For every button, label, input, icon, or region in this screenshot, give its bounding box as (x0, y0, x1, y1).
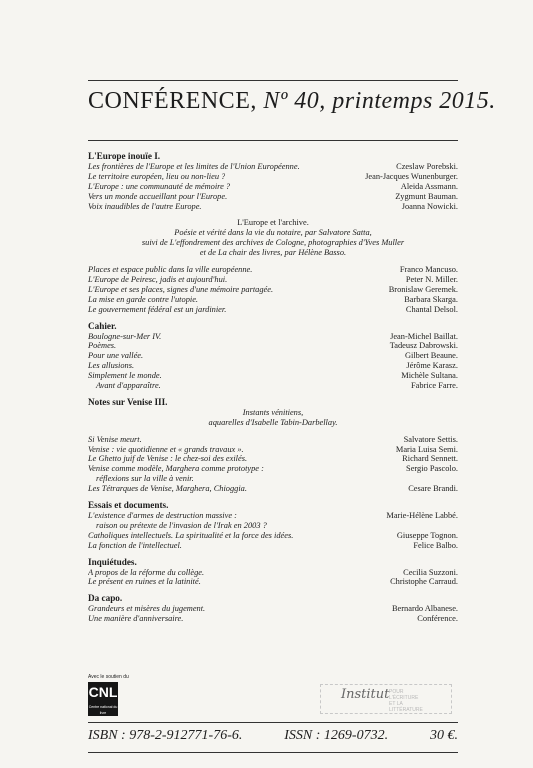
entry-author: Barbara Skarga. (404, 294, 458, 304)
list-item (88, 341, 458, 351)
venise-sub-line: Instants vénitiens, (242, 407, 304, 417)
entry-title: Le Ghetto juif de Venise : le chez-soi des exilés. (88, 454, 248, 464)
archive-line: Poésie et vérité dans la vie du notaire, par Salvatore Satta, (174, 228, 372, 238)
stamp-line: L'ÉCRITURE (389, 695, 419, 701)
footer (88, 728, 458, 744)
list-item (88, 265, 458, 275)
isbn: ISBN : 978-2-912771-76-6. (88, 728, 243, 743)
list-item (88, 511, 458, 521)
masthead (88, 88, 496, 128)
signature: Institut (341, 687, 390, 702)
entry-author: Czeslaw Porebski. (396, 161, 458, 171)
entry-author: Joanna Nowicki. (401, 201, 458, 211)
list-item (88, 305, 458, 315)
entry-author: Gilbert Beaune. (404, 351, 458, 361)
list-item (88, 445, 458, 455)
cnl-subtitle: Centre national du livre (88, 705, 118, 715)
list-item (88, 577, 458, 587)
entry-title: Les frontières de l'Europe et les limites de l'Union Européenne. (88, 161, 300, 171)
section-essais (88, 501, 458, 551)
entry-author: Conférence. (417, 614, 458, 624)
list-item (88, 202, 458, 212)
entry-author: Peter N. Miller. (405, 274, 458, 284)
archive-line: et de La chair des livres, par Hélène Basso. (199, 248, 347, 258)
entry-title: Voix inaudibles de l'autre Europe. (88, 201, 202, 211)
entry-author (452, 521, 458, 531)
section-places (88, 265, 458, 315)
list-item (88, 454, 458, 464)
entry-title: L'Europe de Peiresc, jadis et aujourd'hui. (88, 274, 228, 284)
rule-footer (88, 752, 458, 753)
list-item (88, 604, 458, 614)
entry-author: Sergio Pascolo. (406, 464, 458, 474)
entry-author: Bronislaw Geremek. (388, 284, 458, 294)
table-of-contents (88, 152, 458, 631)
entry-author (452, 474, 458, 484)
list-item (88, 275, 458, 285)
entry-title: Le territoire européen, lieu ou non-lieu ? (88, 171, 226, 181)
entry-author: Tadeusz Dabrowski. (389, 341, 458, 351)
entry-title: Si Venise meurt. (88, 434, 142, 444)
price: 30 €. (429, 728, 458, 743)
list-item (88, 371, 458, 381)
entry-author: Giuseppe Tognon. (396, 530, 458, 540)
entry-title: Simplement le monde. (88, 371, 162, 381)
entry-author: Jean-Jacques Wunenburger. (365, 171, 458, 181)
entry-author: Christophe Carraud. (390, 577, 458, 587)
entry-author: Marie-Hélène Labbé. (386, 511, 458, 520)
section-title: Inquiétudes. (88, 556, 137, 567)
rule-bottom (88, 722, 458, 723)
section-title: Cahier. (88, 320, 117, 331)
list-item (88, 285, 458, 295)
entry-author: Chantal Delsol. (405, 304, 458, 314)
section-cahier (88, 322, 458, 391)
list-item (88, 484, 458, 494)
list-item (88, 614, 458, 624)
entry-title: réflexions sur la ville à venir. (96, 474, 194, 484)
entry-title: Venise comme modèle, Marghera comme prototype : (88, 464, 264, 474)
entry-title: Places et espace public dans la ville européenne. (88, 265, 253, 275)
issn: ISSN : 1269-0732. (284, 728, 389, 743)
issue-label: Nº 40, printemps 2015. (263, 88, 496, 114)
entry-author: Jean-Michel Baillat. (390, 331, 458, 341)
section-dacapo (88, 594, 458, 624)
list-item (88, 192, 458, 202)
archive-title: L'Europe et l'archive. (237, 218, 309, 228)
entry-title: Une manière d'anniversaire. (88, 614, 184, 624)
entry-author: Zygmunt Bauman. (395, 191, 458, 201)
entry-title: Pour une vallée. (88, 351, 144, 361)
entry-title: A propos de la réforme du collège. (88, 567, 205, 577)
entry-title: Boulogne-sur-Mer IV. (88, 331, 162, 341)
entry-title: Poèmes. (88, 341, 117, 351)
archive-line: suivi de L'effondrement des archives de Cologne, photographies d'Yves Muller (141, 238, 405, 248)
section-title: L'Europe inouïe I. (88, 151, 161, 161)
cnl-logo (88, 674, 130, 718)
entry-title: La fonction de l'intellectuel. (88, 540, 182, 550)
section-inquietudes (88, 558, 458, 588)
entry-title: Le gouvernement fédéral est un jardinier. (88, 304, 227, 314)
list-item (88, 531, 458, 541)
entry-author: Cecilia Suzzoni. (403, 567, 458, 577)
entry-title: Les allusions. (88, 361, 135, 371)
entry-title: Grandeurs et misères du jugement. (88, 604, 206, 614)
journal-name: CONFÉRENCE, (88, 88, 257, 114)
list-item (88, 182, 458, 192)
entry-title: Venise : vie quotidienne et « grands travaux ». (88, 444, 244, 454)
institut-stamp (320, 684, 452, 714)
entry-author: Bernardo Albanese. (391, 604, 458, 614)
list-item (88, 162, 458, 172)
entry-title: raison ou prétexte de l'invasion de l'Irak en 2003 ? (96, 520, 267, 530)
list-item (88, 381, 458, 391)
venise-subtitle (88, 408, 458, 428)
stamp-text (389, 689, 423, 713)
section-europe-inouie (88, 152, 458, 211)
entry-title: Le présent en ruines et la latinité. (88, 577, 201, 587)
stamp-line: LITTÉRATURE (389, 707, 423, 713)
section-title: Da capo. (88, 593, 123, 604)
entry-author: Aleida Assmann. (400, 181, 458, 191)
section-venise (88, 398, 458, 494)
stamp-line: ET LA (389, 701, 403, 707)
entry-title: L'Europe : une communauté de mémoire ? (88, 181, 231, 191)
entry-title: La mise en garde contre l'utopie. (88, 294, 199, 304)
entry-author: Felice Balbo. (413, 540, 458, 550)
list-item (88, 474, 458, 484)
list-item (88, 332, 458, 342)
rule-top (88, 80, 458, 81)
entry-title: Catholiques intellectuels. La spiritualité et la force des idées. (88, 530, 294, 540)
entry-title: L'Europe et ses places, signes d'une mémoire partagée. (88, 284, 274, 294)
entry-author: Salvatore Settis. (403, 434, 458, 444)
venise-sub-line: aquarelles d'Isabelle Tabin-Darbellay. (208, 417, 338, 427)
section-title: Notes sur Venise III. (88, 396, 168, 407)
rule-mid (88, 140, 458, 141)
entry-author: Richard Sennett. (402, 454, 458, 464)
entry-title: Vers un monde accueillant pour l'Europe. (88, 191, 228, 201)
entry-author: Cesare Brandi. (408, 484, 458, 494)
cnl-support-text: Avec le soutien du (88, 674, 129, 680)
entry-title: Les Tétrarques de Venise, Marghera, Chioggia. (88, 484, 247, 494)
list-item (88, 435, 458, 445)
cnl-logo-mark: CNL (88, 682, 118, 710)
list-item (88, 521, 458, 531)
list-item (88, 568, 458, 578)
entry-author: Michèle Sultana. (401, 371, 458, 381)
list-item (88, 351, 458, 361)
list-item (88, 172, 458, 182)
list-item (88, 295, 458, 305)
entry-title: L'existence d'armes de destruction massive : (88, 511, 237, 520)
entry-title: Avant d'apparaître. (96, 381, 161, 391)
entry-author: Jérôme Karasz. (406, 361, 458, 371)
entry-author: Maria Luisa Semi. (395, 444, 458, 454)
list-item (88, 541, 458, 551)
list-item (88, 361, 458, 371)
entry-author: Franco Mancuso. (399, 265, 458, 275)
stamp-line: POUR (389, 689, 404, 695)
list-item (88, 464, 458, 474)
section-title: Essais et documents. (88, 500, 169, 511)
entry-author: Fabrice Farre. (411, 381, 458, 391)
section-archive (88, 218, 458, 258)
